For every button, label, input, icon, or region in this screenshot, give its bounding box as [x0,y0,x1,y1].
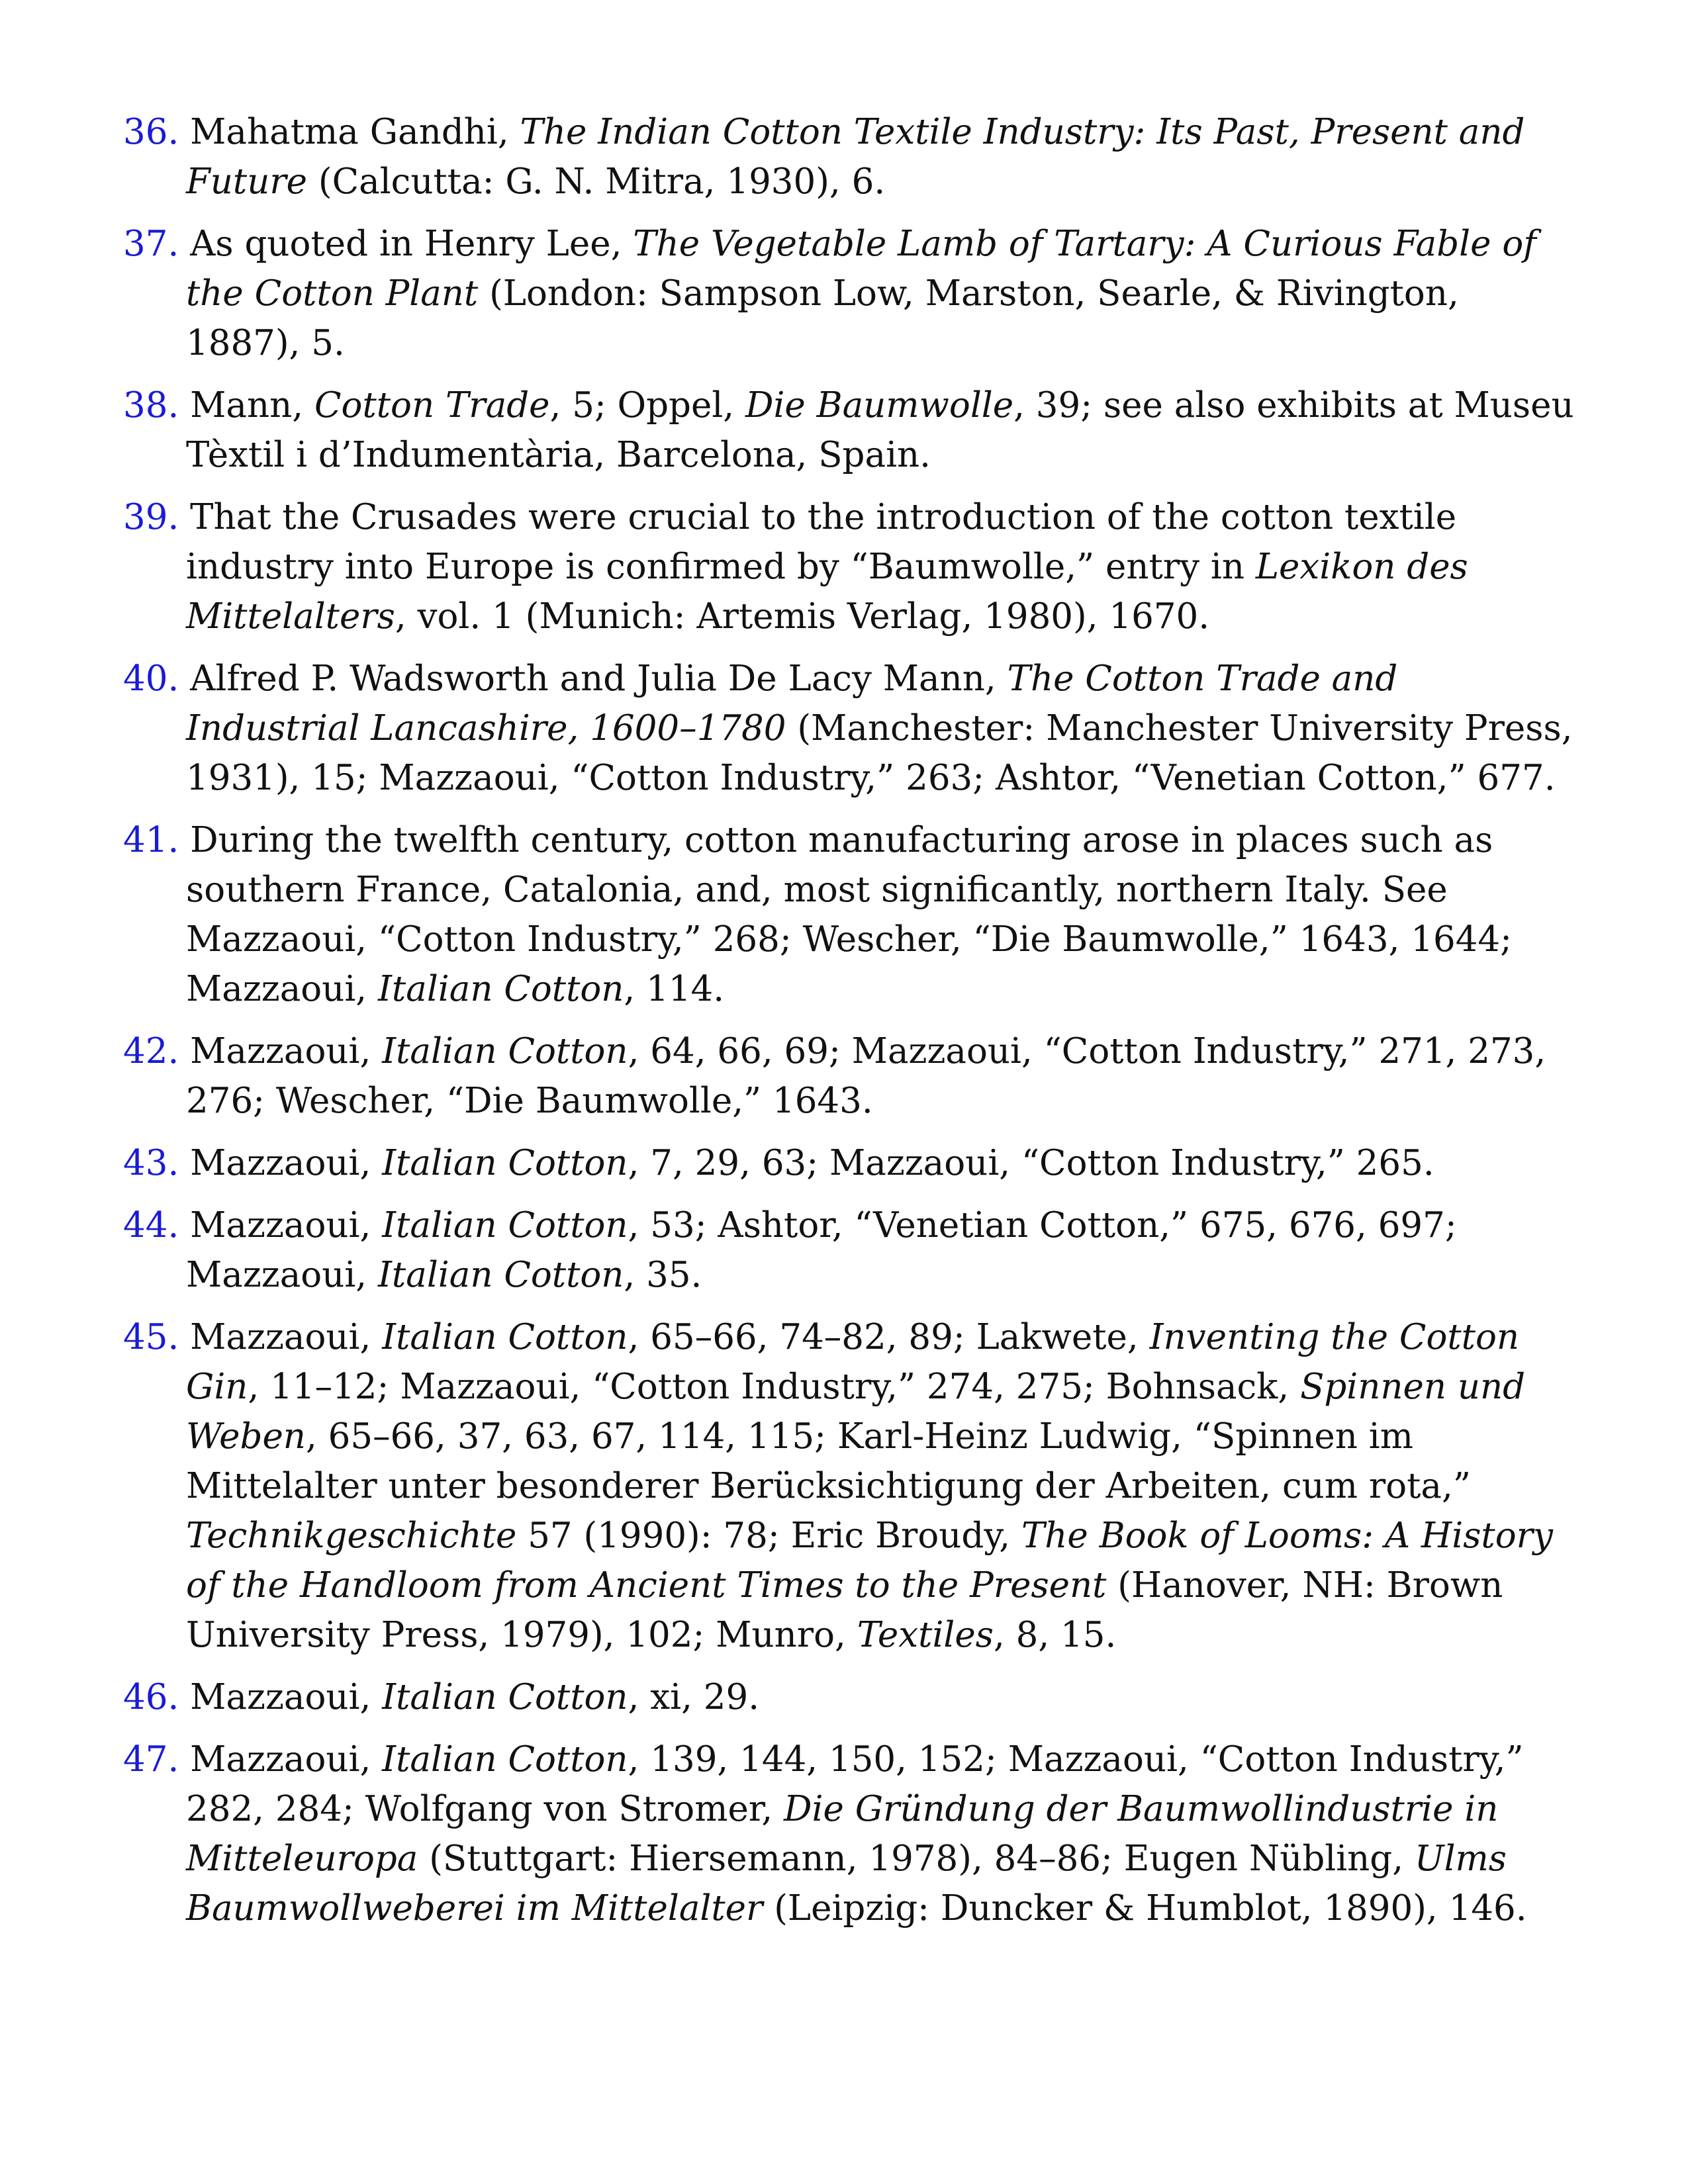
endnote-title-italic: Inventing the Cotton Gin [186,1317,1519,1407]
endnote-title-italic: Die Baumwolle [745,385,1014,426]
endnotes-list [123,107,1579,1933]
endnote-text: Alfred P. Wadsworth and Julia De Lacy Mann, [190,659,1008,699]
endnote-text: , 39; see also exhibits at Museu Tèxtil i d’Indumentària, Barcelona, Spain. [186,385,1574,475]
endnotes-page [123,107,1579,1946]
endnote [123,1138,1579,1188]
endnote [123,1672,1579,1722]
endnote-number-link[interactable]: 47. [123,1739,179,1780]
endnote-title-italic: The Book of Looms: A History of the Handloom from Ancient Times to the Present [186,1516,1553,1606]
endnote [123,1201,1579,1300]
endnote-text: , 64, 66, 69; Mazzaoui, “Cotton Industry,” 271, 273, 276; Wescher, “Die Baumwolle,” 1643. [186,1031,1546,1121]
endnote [123,1026,1579,1126]
endnote [123,654,1579,803]
endnote-title-italic: Italian Cotton [382,1205,628,1246]
endnote-text: Mazzaoui, [190,1205,383,1246]
endnote [123,381,1579,480]
endnote-text: Mahatma Gandhi, [190,112,520,152]
endnote-text: That the Crusades were crucial to the introduction of the cotton textile industry into Europe is confirmed by “Baumwolle,” entry in [186,497,1457,587]
endnote-title-italic: Cotton Trade [314,385,550,426]
endnote-title-italic: Italian Cotton [378,1255,624,1295]
endnote-title-italic: The Vegetable Lamb of Tartary: A Curious Fable of the Cotton Plant [186,224,1536,314]
endnote-text: , 65–66, 37, 63, 67, 114, 115; Karl-Heinz Ludwig, “Spinnen im Mittelalter unter besonderer Berücksichtigung der Arbeiten, cum rota,” [186,1416,1471,1506]
endnote-text: Mazzaoui, [190,1739,383,1780]
endnote-title-italic: The Cotton Trade and Industrial Lancashire, 1600–1780 [186,659,1398,749]
endnote-text: Mann, [190,385,314,426]
endnote-title-italic: Spinnen und Weben [186,1367,1526,1457]
endnote-title-italic: Lexikon des Mittelalters [186,547,1468,637]
endnote-text: , vol. 1 (Munich: Artemis Verlag, 1980), 1670. [395,596,1210,637]
endnote-text: , xi, 29. [628,1677,760,1717]
endnote-number-link[interactable]: 45. [123,1317,179,1357]
endnote-text: , 7, 29, 63; Mazzaoui, “Cotton Industry,” 265. [628,1143,1434,1183]
endnote-text: Mazzaoui, [190,1143,383,1183]
endnote-title-italic: Die Gründung der Baumwollindustrie in Mitteleuropa [186,1789,1499,1879]
endnote-number-link[interactable]: 41. [123,820,179,860]
endnote-text: , 5; Oppel, [549,385,745,426]
endnote-title-italic: Italian Cotton [382,1143,628,1183]
endnote-number-link[interactable]: 37. [123,224,179,264]
endnote-text: (Leipzig: Duncker & Humblot, 1890), 146. [763,1888,1527,1929]
endnote [123,815,1579,1014]
endnote-number-link[interactable]: 38. [123,385,179,426]
endnote [123,107,1579,206]
endnote-number-link[interactable]: 44. [123,1205,179,1246]
endnote-text: , 53; Ashtor, “Venetian Cotton,” 675, 676, 697; Mazzaoui, [186,1205,1457,1295]
endnote-text: During the twelfth century, cotton manufacturing arose in places such as southern France, Catalonia, and, most significantly, northern Italy. See Mazzaoui, “Cotton Industry,” 268; Wescher, “Die Baumwolle,” 1643, 1644; Mazzaoui, [186,820,1513,1009]
endnote-text: (Manchester: Manchester University Press, 1931), 15; Mazzaoui, “Cotton Industry,” 263; Ashtor, “Venetian Cotton,” 677. [186,708,1573,798]
endnote-text: , 35. [624,1255,702,1295]
endnote-text: As quoted in Henry Lee, [190,224,633,264]
endnote-text: Mazzaoui, [190,1677,383,1717]
endnote [123,492,1579,641]
endnote [123,1735,1579,1933]
endnote-text: , 139, 144, 150, 152; Mazzaoui, “Cotton Industry,” 282, 284; Wolfgang von Stromer, [186,1739,1524,1829]
endnote-title-italic: Ulms Baumwollweberei im Mittelalter [186,1839,1507,1929]
endnote-text: (Calcutta: G. N. Mitra, 1930), 6. [307,161,886,202]
endnote-title-italic: Italian Cotton [382,1031,628,1071]
endnote-number-link[interactable]: 36. [123,112,179,152]
endnote-title-italic: Textiles [857,1615,994,1655]
endnote-title-italic: Italian Cotton [382,1317,628,1357]
endnote-title-italic: The Indian Cotton Textile Industry: Its Past, Present and Future [186,112,1525,202]
endnote-title-italic: Italian Cotton [382,1677,628,1717]
endnote-text: , 8, 15. [993,1615,1117,1655]
endnote-title-italic: Italian Cotton [382,1739,628,1780]
endnote-text: , 114. [624,969,725,1009]
endnote-title-italic: Technikgeschichte [186,1516,517,1556]
endnote-text: , 11–12; Mazzaoui, “Cotton Industry,” 274, 275; Bohnsack, [248,1367,1301,1407]
endnote-title-italic: Italian Cotton [378,969,624,1009]
endnote-text: Mazzaoui, [190,1317,383,1357]
endnote [123,219,1579,368]
endnote-text: (Stuttgart: Hiersemann, 1978), 84–86; Eugen Nübling, [418,1839,1415,1879]
endnote-number-link[interactable]: 40. [123,659,179,699]
endnote-text: 57 (1990): 78; Eric Broudy, [516,1516,1021,1556]
endnote [123,1312,1579,1660]
endnote-number-link[interactable]: 43. [123,1143,179,1183]
endnote-text: Mazzaoui, [190,1031,383,1071]
endnote-text: (London: Sampson Low, Marston, Searle, & Rivington, 1887), 5. [186,273,1459,363]
endnote-number-link[interactable]: 46. [123,1677,179,1717]
endnote-text: , 65–66, 74–82, 89; Lakwete, [628,1317,1150,1357]
endnote-text: (Hanover, NH: Brown University Press, 1979), 102; Munro, [186,1565,1503,1655]
endnote-number-link[interactable]: 39. [123,497,179,537]
endnote-number-link[interactable]: 42. [123,1031,179,1071]
